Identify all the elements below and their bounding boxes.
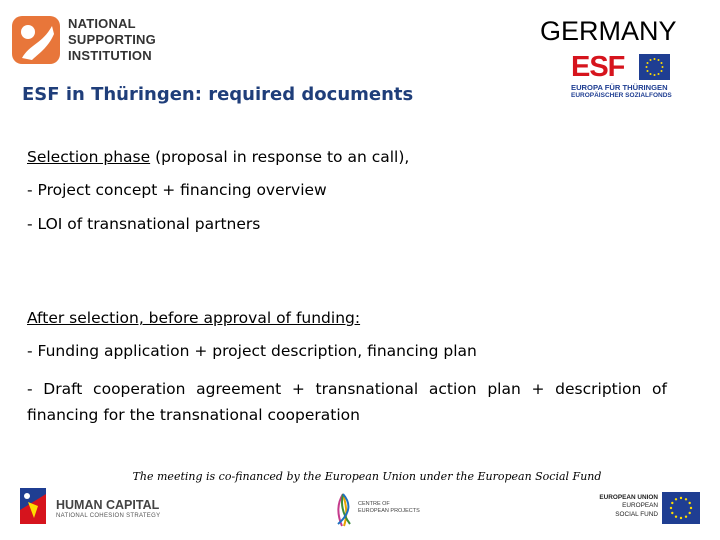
eu-social-fund-text bbox=[596, 494, 658, 519]
selection-phase-heading bbox=[27, 148, 409, 166]
after-selection-item: - Funding application + project description, financing plan bbox=[27, 342, 477, 360]
eu-line-2: EUROPEAN bbox=[622, 502, 658, 510]
nsi-line-2: SUPPORTING bbox=[68, 32, 156, 47]
esf-logo-line-1: EUROPA FÜR THÜRINGEN bbox=[571, 83, 668, 92]
selection-phase-heading-rest: (proposal in response to an call), bbox=[150, 148, 410, 166]
eu-line-1: EUROPEAN UNION bbox=[599, 494, 658, 501]
selection-item: - Project concept + financing overview bbox=[27, 181, 327, 199]
human-capital-subtitle: NATIONAL COHESION STRATEGY bbox=[56, 513, 161, 519]
eu-flag-icon bbox=[639, 54, 670, 80]
esf-logo-line-2: EUROPÄISCHER SOZIALFONDS bbox=[571, 92, 672, 99]
human-capital-name: HUMAN CAPITAL bbox=[56, 498, 160, 512]
eu-line-3: SOCIAL FUND bbox=[615, 510, 658, 518]
human-capital-mark-icon bbox=[18, 484, 50, 528]
nsi-logo-text bbox=[68, 16, 156, 64]
country-label: GERMANY bbox=[540, 16, 677, 46]
co-financing-note: The meeting is co-financed by the European Union under the European Social Fund bbox=[132, 470, 602, 483]
cep-logo bbox=[330, 492, 420, 528]
esf-logo-letters: ESF bbox=[571, 51, 625, 83]
nsi-line-1: NATIONAL bbox=[68, 16, 136, 31]
cep-line-2: EUROPEAN PROJECTS bbox=[358, 508, 420, 514]
esf-logo bbox=[571, 52, 675, 98]
cep-line-1: CENTRE OF bbox=[358, 501, 390, 507]
after-selection-item: - Draft cooperation agreement + transnational action plan + description of financing for the transnational cooperation bbox=[27, 380, 667, 424]
eu-social-fund-logo bbox=[596, 492, 706, 526]
nsi-line-3: INSTITUTION bbox=[68, 48, 152, 63]
nsi-logo bbox=[10, 14, 160, 70]
eu-flag-icon bbox=[662, 492, 700, 524]
cep-text bbox=[358, 501, 420, 515]
human-capital-logo bbox=[18, 484, 161, 528]
page-title: ESF in Thüringen: required documents bbox=[22, 84, 414, 105]
cep-mark-icon bbox=[330, 492, 356, 528]
selection-item: - LOI of transnational partners bbox=[27, 215, 261, 233]
selection-phase-heading-underlined: Selection phase bbox=[27, 148, 151, 166]
after-selection-heading: After selection, before approval of funding: bbox=[27, 309, 361, 327]
nsi-logo-mark-icon bbox=[10, 14, 62, 66]
